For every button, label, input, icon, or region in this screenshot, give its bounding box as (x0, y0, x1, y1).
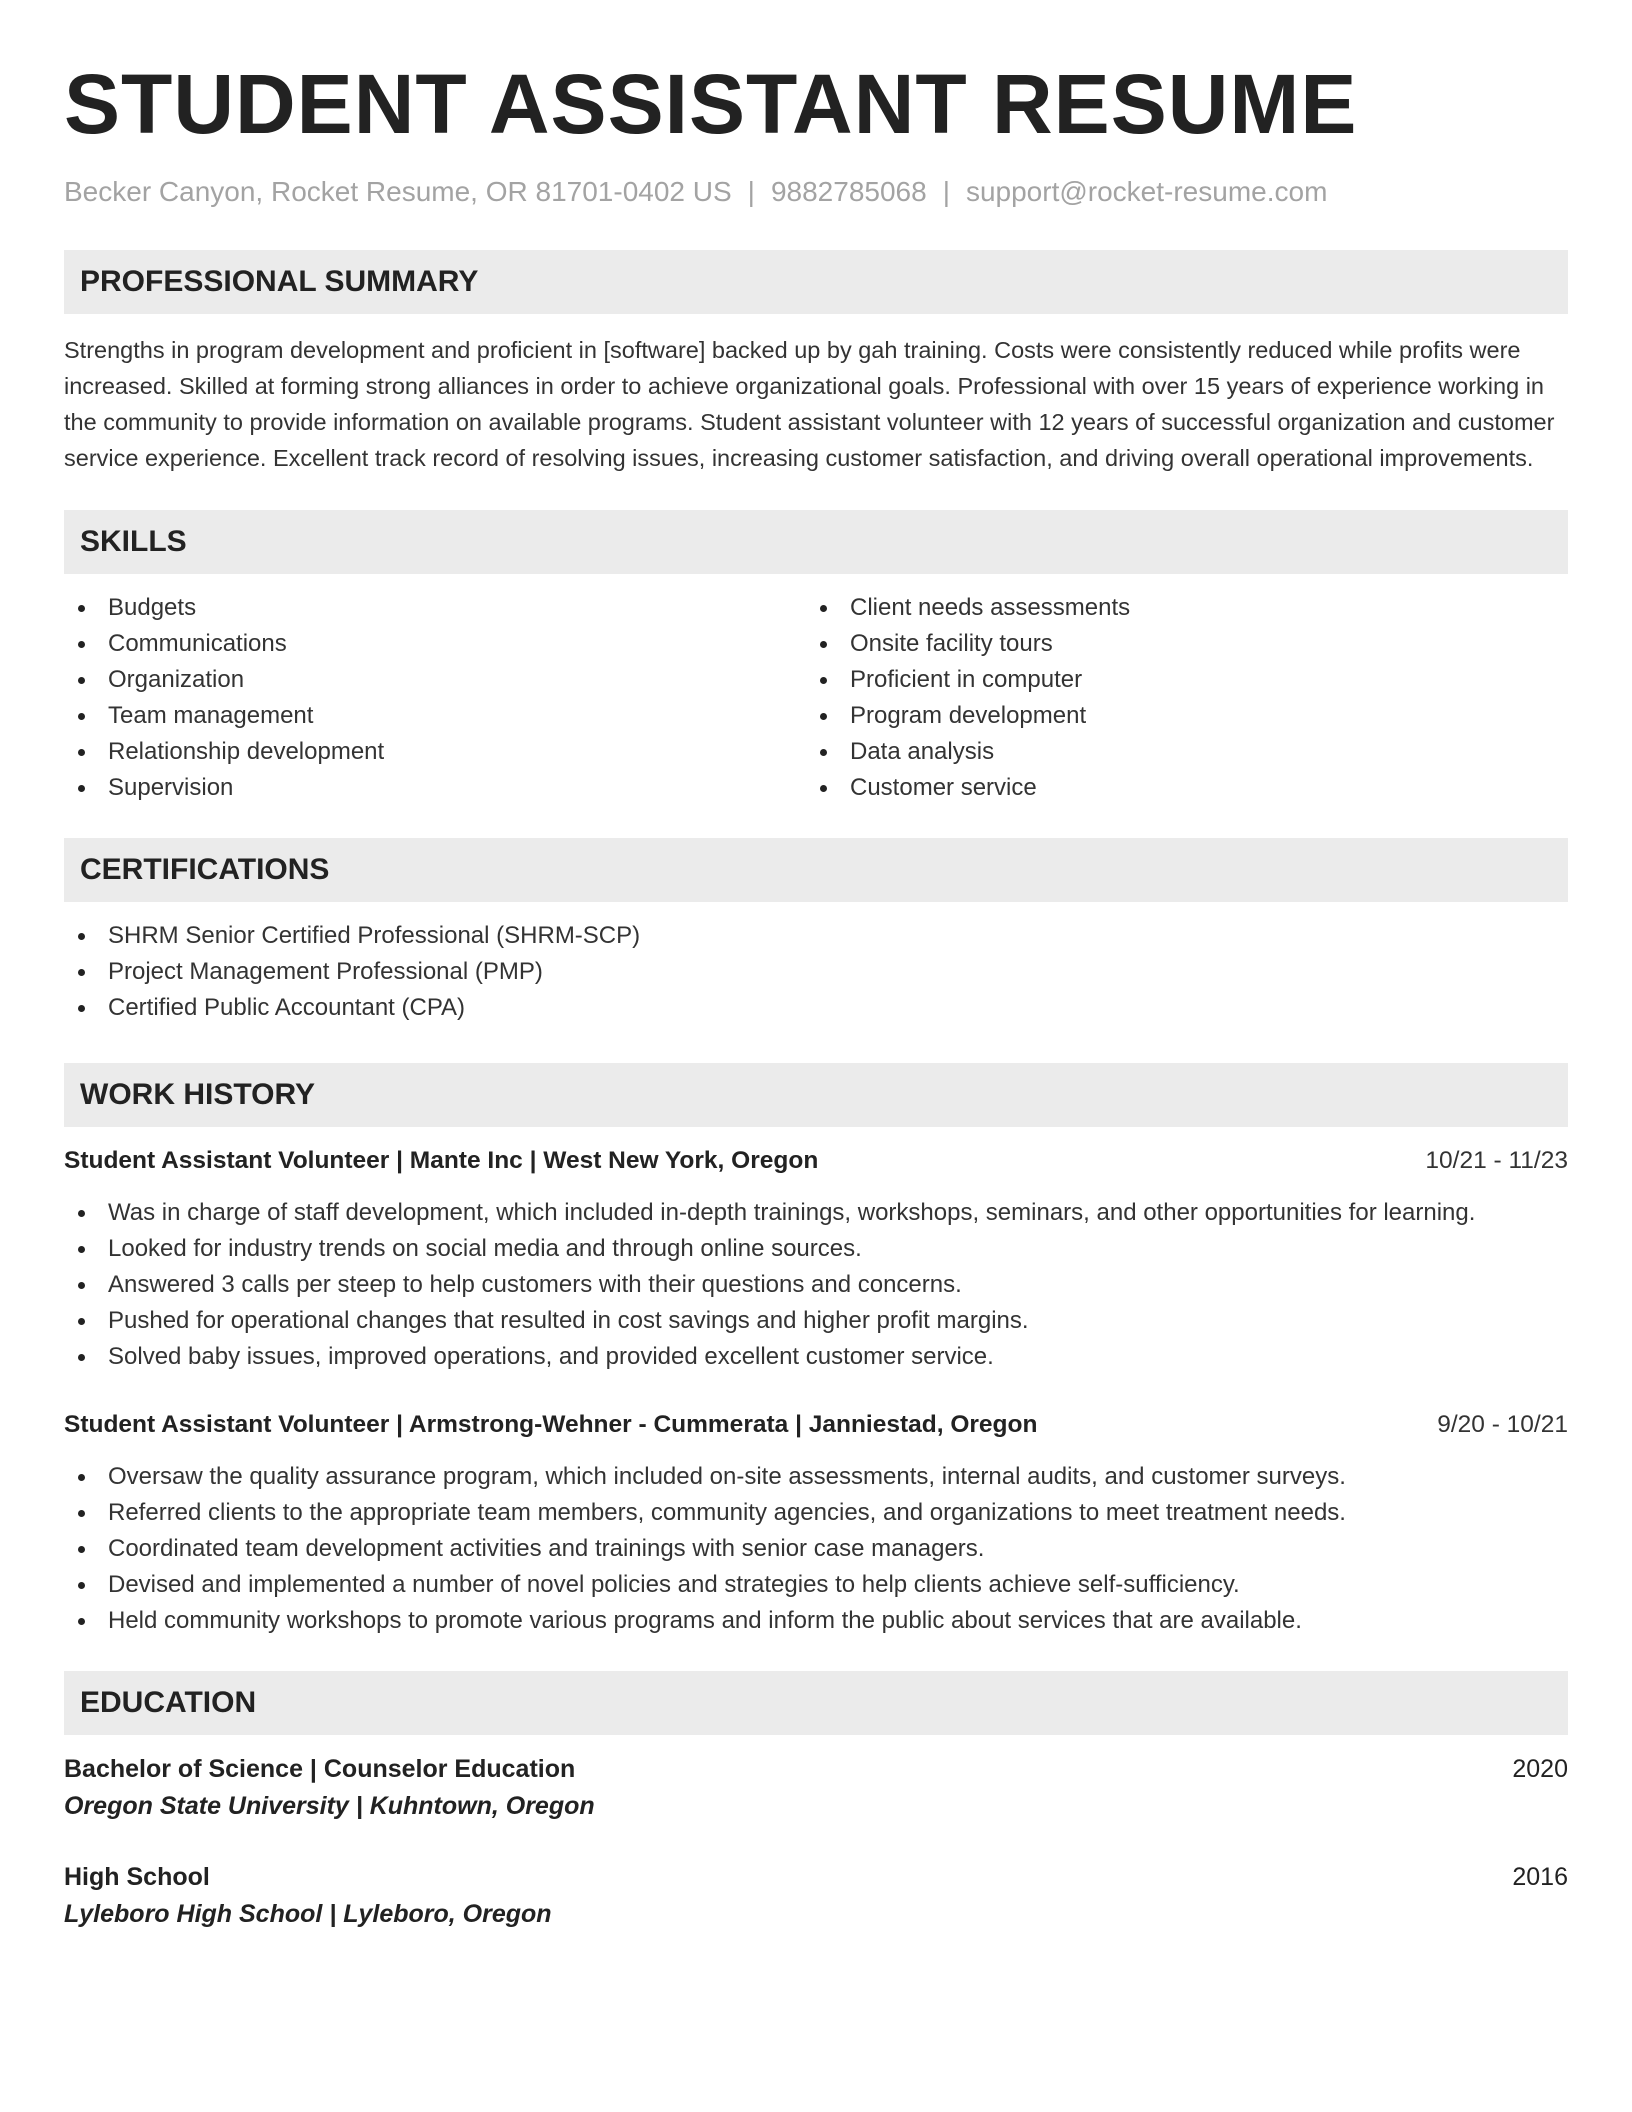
certifications-list (64, 918, 1568, 1026)
job-bullet: Looked for industry trends on social media and through online sources. (64, 1231, 1568, 1267)
skills-left-column (64, 590, 806, 806)
skill-item: Proficient in computer (806, 662, 1548, 698)
skill-item: Supervision (64, 770, 806, 806)
job-entry (64, 1407, 1568, 1639)
resume-page (64, 58, 1568, 1933)
skill-item: Organization (64, 662, 806, 698)
education-entry (64, 1859, 1568, 1933)
certification-item: Certified Public Accountant (CPA) (64, 990, 1568, 1026)
education-header (64, 1751, 1568, 1787)
job-bullet: Oversaw the quality assurance program, which included on-site assessments, internal audits, and customer surveys. (64, 1459, 1568, 1495)
skill-item: Client needs assessments (806, 590, 1548, 626)
job-header (64, 1407, 1568, 1443)
section-header-summary: PROFESSIONAL SUMMARY (64, 250, 1568, 314)
skills-right-column (806, 590, 1548, 806)
summary-text: Strengths in program development and proficient in [software] backed up by gah training. Costs were consistently reduced while profits were increased. Skilled at forming strong alliances in order to achieve organizational goals. Professional with over 15 years of experience working in the community to provide information on available programs. Student assistant volunteer with 12 years of successful organization and customer service experience. Excellent track record of resolving issues, increasing customer satisfaction, and driving overall operational improvements. (64, 337, 1555, 471)
skill-item: Data analysis (806, 734, 1548, 770)
contact-separator: | (942, 176, 950, 207)
contact-address: Becker Canyon, Rocket Resume, OR 81701-0402 US (64, 176, 732, 207)
skill-item: Relationship development (64, 734, 806, 770)
education-degree: Bachelor of Science | Counselor Education (64, 1755, 576, 1783)
section-header-skills: SKILLS (64, 510, 1568, 574)
skill-item: Onsite facility tours (806, 626, 1548, 662)
education-entry (64, 1751, 1568, 1825)
section-header-education: EDUCATION (64, 1671, 1568, 1735)
education-header (64, 1859, 1568, 1895)
contact-phone: 9882785068 (770, 176, 927, 207)
job-bullet: Solved baby issues, improved operations, and provided excellent customer service. (64, 1339, 1568, 1375)
job-title: Student Assistant Volunteer | Mante Inc | West New York, Oregon (64, 1147, 819, 1174)
job-bullet: Coordinated team development activities and trainings with senior case managers. (64, 1531, 1568, 1567)
job-bullet: Devised and implemented a number of novel policies and strategies to help clients achieve self-sufficiency. (64, 1567, 1568, 1603)
job-bullet: Answered 3 calls per steep to help customers with their questions and concerns. (64, 1267, 1568, 1303)
job-bullet: Pushed for operational changes that resulted in cost savings and higher profit margins. (64, 1303, 1568, 1339)
section-header-work-history: WORK HISTORY (64, 1063, 1568, 1127)
job-header (64, 1143, 1568, 1179)
section-header-certifications: CERTIFICATIONS (64, 838, 1568, 902)
job-entry (64, 1143, 1568, 1375)
skill-item: Customer service (806, 770, 1548, 806)
job-bullets (64, 1195, 1568, 1375)
job-title: Student Assistant Volunteer | Armstrong-Wehner - Cummerata | Janniestad, Oregon (64, 1411, 1038, 1438)
contact-separator: | (747, 176, 755, 207)
job-bullets (64, 1459, 1568, 1639)
job-dates: 10/21 - 11/23 (1425, 1147, 1568, 1174)
resume-title: STUDENT ASSISTANT RESUME (64, 57, 1358, 151)
education-school: Lyleboro High School | Lyleboro, Oregon (64, 1900, 552, 1928)
job-dates: 9/20 - 10/21 (1437, 1411, 1568, 1438)
skill-item: Budgets (64, 590, 806, 626)
contact-email[interactable]: support@rocket-resume.com (965, 176, 1328, 207)
education-year: 2020 (1512, 1755, 1568, 1783)
job-bullet: Held community workshops to promote various programs and inform the public about services that are available. (64, 1603, 1568, 1639)
job-bullet: Was in charge of staff development, which included in-depth trainings, workshops, seminars, and other opportunities for learning. (64, 1195, 1568, 1231)
skill-item: Communications (64, 626, 806, 662)
job-bullet: Referred clients to the appropriate team members, community agencies, and organizations to meet treatment needs. (64, 1495, 1568, 1531)
education-school: Oregon State University | Kuhntown, Oregon (64, 1792, 595, 1820)
education-degree: High School (64, 1863, 210, 1891)
skills-grid (64, 590, 1568, 806)
contact-line (64, 174, 1568, 210)
certification-item: SHRM Senior Certified Professional (SHRM-SCP) (64, 918, 1568, 954)
skill-item: Team management (64, 698, 806, 734)
skill-item: Program development (806, 698, 1548, 734)
education-year: 2016 (1512, 1863, 1568, 1891)
certification-item: Project Management Professional (PMP) (64, 954, 1568, 990)
